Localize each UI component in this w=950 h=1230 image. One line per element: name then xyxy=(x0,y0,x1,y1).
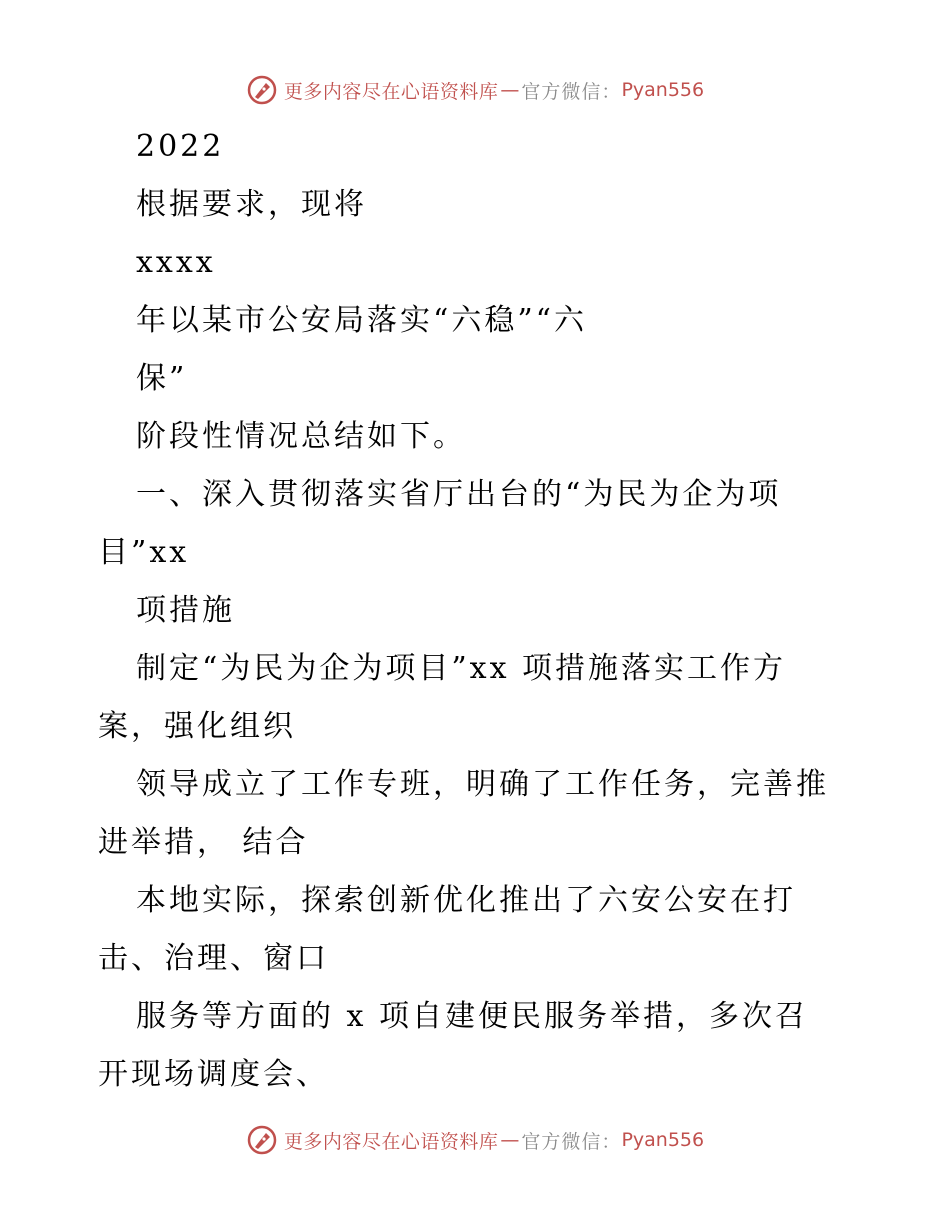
header-watermark xyxy=(0,72,950,108)
pen-nib-logo-icon xyxy=(246,74,278,106)
text-line: 项措施 xyxy=(136,593,235,628)
watermark-wechat-label: 官方微信： xyxy=(521,80,622,103)
footer-watermark xyxy=(0,1122,950,1158)
text-line: 根据要求，现将 xyxy=(136,187,367,222)
text-line: 一、深入贯彻落实省厅出台的“为民为企为项 xyxy=(136,477,782,512)
text-line: 目”xx xyxy=(98,535,190,570)
text-line: 制定“为民为企为项目”xx 项措施落实工作方 xyxy=(136,651,787,686)
watermark-wechat-id: Pyan556 xyxy=(621,1129,705,1151)
text-line: 阶段性情况总结如下。 xyxy=(136,419,466,454)
text-line: 开现场调度会、 xyxy=(98,1057,329,1092)
watermark-wechat-label: 官方微信： xyxy=(521,1130,622,1153)
text-line: 领导成立了工作专班，明确了工作任务，完善推 xyxy=(136,767,829,802)
text-line: 2022 xyxy=(136,129,225,164)
watermark-separator: — xyxy=(500,79,520,101)
watermark-site-text: 更多内容尽在心语资料库 xyxy=(283,80,499,103)
text-line: 本地实际，探索创新优化推出了六安公安在打 xyxy=(136,883,796,918)
text-line: xxxx xyxy=(136,245,216,280)
text-line: 案，强化组织 xyxy=(98,709,296,744)
text-line: 年以某市公安局落实“六稳”“六 xyxy=(136,303,588,338)
text-line: 进举措， 结合 xyxy=(98,825,309,860)
text-line: 服务等方面的 x 项自建便民服务举措，多次召 xyxy=(136,999,808,1034)
text-line: 保” xyxy=(136,361,188,396)
pen-nib-logo-icon xyxy=(246,1124,278,1156)
text-line: 击、治理、窗口 xyxy=(98,941,329,976)
watermark-site-text: 更多内容尽在心语资料库 xyxy=(283,1130,499,1153)
watermark-separator: — xyxy=(500,1129,520,1151)
watermark-wechat-id: Pyan556 xyxy=(621,79,705,101)
document-body xyxy=(98,118,858,1104)
